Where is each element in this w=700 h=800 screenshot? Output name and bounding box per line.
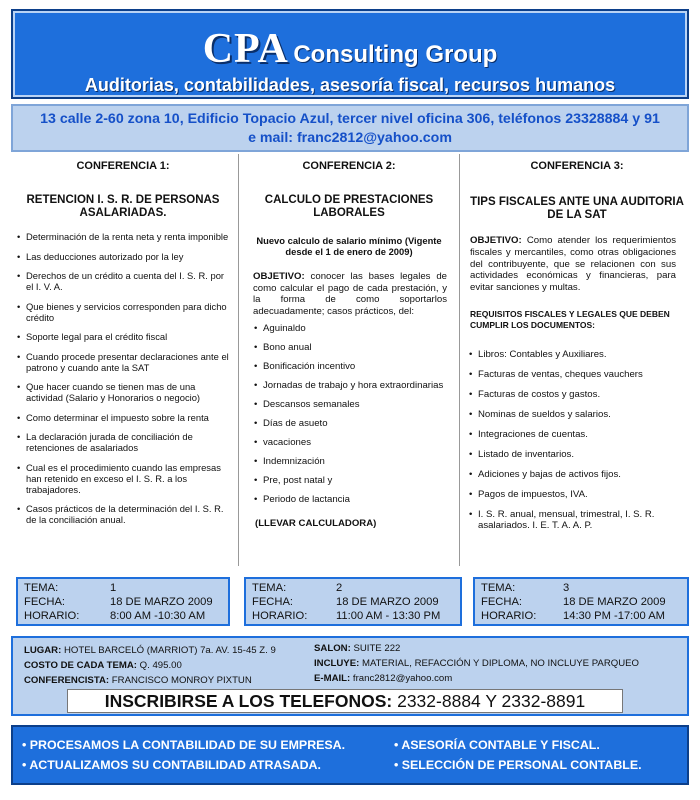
tema-label: TEMA:: [24, 582, 59, 594]
requirements-heading: REQUISITOS FISCALES Y LEGALES QUE DEBEN CUMPLIR LOS DOCUMENTOS:: [470, 308, 670, 330]
list-item: • Libros: Contables y Auxiliares.: [468, 349, 680, 360]
tema-label: TEMA:: [481, 582, 516, 594]
tema-value: 1: [110, 582, 117, 594]
footer-item: • PROCESAMOS LA CONTABILIDAD DE SU EMPRESA.: [22, 738, 346, 752]
horario-label: HORARIO:: [252, 610, 308, 622]
list-item: • Facturas de ventas, cheques vauchers: [468, 369, 680, 380]
conference-2: [238, 154, 460, 566]
list-item: • Descansos semanales: [253, 399, 459, 410]
conference-1: [16, 154, 230, 566]
tagline: Auditorias, contabilidades, asesoría fiscal, recursos humanos: [84, 75, 616, 95]
topic-list: [253, 323, 459, 505]
objective-label: OBJETIVO:: [470, 235, 522, 246]
list-item: • I. S. R. anual, mensual, trimestral, I. S. R. asalariados. I. E. T. A. A. P.: [468, 509, 680, 531]
objective-label: OBJETIVO:: [253, 271, 305, 282]
costo-label: COSTO DE CADA TEMA:: [24, 660, 137, 671]
salon-label: SALON:: [314, 643, 351, 654]
costo-value: Q. 495.00: [139, 660, 182, 671]
horario-label: HORARIO:: [481, 610, 537, 622]
list-item: • vacaciones: [253, 437, 459, 448]
topic-list: [16, 231, 230, 525]
fecha-label: FECHA:: [24, 596, 66, 608]
list-item: • Derechos de un crédito a cuenta del I. S. R. por el I. V. A.: [16, 270, 230, 292]
list-item: • Pre, post natal y: [253, 475, 459, 486]
conference-title: CONFERENCIA 1:: [76, 160, 170, 172]
salon-line: [314, 642, 400, 655]
list-item: • Que bienes y servicios corresponden para dicho crédito: [16, 301, 230, 323]
conferencista-value: FRANCISCO MONROY PIXTUN: [111, 675, 252, 686]
brand-main: CPA: [202, 26, 289, 72]
horario-value: 11:00 AM - 13:30 PM: [336, 610, 441, 622]
horario-value: 8:00 AM -10:30 AM: [110, 610, 206, 622]
list-item: • Pagos de impuestos, IVA.: [468, 489, 680, 500]
calculator-note: (LLEVAR CALCULADORA): [255, 518, 377, 529]
conference-subtitle: CALCULO DE PRESTACIONES LABORALES: [264, 194, 434, 219]
incluye-value: MATERIAL, REFACCIÓN Y DIPLOMA, NO INCLUYE PARQUEO: [361, 658, 640, 669]
objective-body: Como atender los requerimientos fiscales y mercantiles, como otras obligaciones del contribuyente, que se relacionen con sus actividades económicas y financieras, para evitar sanciones y multas.: [470, 235, 676, 294]
fecha-value: 18 DE MARZO 2009: [110, 596, 213, 608]
list-item: • Determinación de la renta neta y renta imponible: [16, 231, 230, 242]
conference-subtitle: TIPS FISCALES ANTE UNA AUDITORIA DE LA SAT: [470, 196, 684, 221]
email-value: franc2812@yahoo.com: [352, 673, 453, 684]
list-item: • Las deducciones autorizado por la ley: [16, 251, 230, 262]
incluye-label: INCLUYE:: [314, 658, 360, 669]
list-item: • Integraciones de cuentas.: [468, 429, 680, 440]
objective-body: conocer las bases legales de como calcular el pago de cada prestación, y la forma de como soportarlos adecuadamente; casos prácticos, del:: [253, 271, 447, 317]
schedule-box-1: [16, 577, 230, 626]
horario-value: 14:30 PM -17:00 AM: [563, 610, 665, 622]
conferencista-line: [24, 674, 252, 687]
list-item: • Cuando procede presentar declaraciones ante el patrono y cuando ante la SAT: [16, 351, 230, 373]
conference-subtitle: RETENCION I. S. R. DE PERSONAS ASALARIADAS.: [26, 194, 220, 219]
schedule-box-3: [473, 577, 689, 626]
list-item: • Jornadas de trabajo y hora extraordinarias: [253, 380, 459, 391]
salon-value: SUITE 222: [353, 643, 401, 654]
list-item: • Soporte legal para el crédito fiscal: [16, 331, 230, 342]
list-item: • La declaración jurada de conciliación de retenciones de asalariados: [16, 431, 230, 453]
fecha-value: 18 DE MARZO 2009: [336, 596, 439, 608]
lugar-value: HOTEL BARCELÓ (MARRIOT) 7a. AV. 15-45 Z. 9: [63, 645, 276, 656]
objective-text: [470, 235, 676, 294]
list-item: • Días de asueto: [253, 418, 459, 429]
footer-item: • SELECCIÓN DE PERSONAL CONTABLE.: [394, 758, 642, 772]
address-band: [11, 104, 689, 152]
conference-note: Nuevo calculo de salario mínimo (Vigente desde el 1 de enero de 2009): [256, 235, 442, 257]
registration-phones: [67, 689, 623, 713]
header-banner: [11, 9, 689, 99]
list-item: • Bonificación incentivo: [253, 361, 459, 372]
list-item: • Casos prácticos de la determinación del I. S. R. de la conciliación anual.: [16, 503, 230, 525]
address-line: 13 calle 2-60 zona 10, Edificio Topacio Azul, tercer nivel oficina 306, teléfonos 23328884 y 91: [40, 111, 660, 127]
list-item: • Como determinar el impuesto sobre la renta: [16, 412, 230, 423]
footer-item: • ACTUALIZAMOS SU CONTABILIDAD ATRASADA.: [22, 758, 321, 772]
brand-rest: Consulting Group: [293, 41, 498, 68]
list-item: • Cual es el procedimiento cuando las empresas han retenido en exceso el I. S. R. a los trabajadores.: [16, 462, 230, 495]
email-line: e mail: franc2812@yahoo.com: [248, 130, 452, 146]
list-item: • Adiciones y bajas de activos fijos.: [468, 469, 680, 480]
email-label: E-MAIL:: [314, 673, 351, 684]
conferencista-label: CONFERENCISTA:: [24, 675, 110, 686]
tema-value: 3: [563, 582, 570, 594]
lugar-label: LUGAR:: [24, 645, 62, 656]
topic-list: [468, 349, 680, 531]
horario-label: HORARIO:: [24, 610, 80, 622]
email-info-line: [314, 672, 452, 685]
tema-value: 2: [336, 582, 343, 594]
list-item: • Que hacer cuando se tienen mas de una actividad (Salario y Honorarios o negocio): [16, 381, 230, 403]
brand-logo: [13, 25, 687, 73]
list-item: • Periodo de lactancia: [253, 494, 459, 505]
list-item: • Listado de inventarios.: [468, 449, 680, 460]
schedule-box-2: [244, 577, 462, 626]
fecha-value: 18 DE MARZO 2009: [563, 596, 666, 608]
list-item: • Bono anual: [253, 342, 459, 353]
lugar-line: [24, 644, 276, 657]
conference-title: CONFERENCIA 3:: [530, 160, 624, 172]
tema-label: TEMA:: [252, 582, 287, 594]
incluye-line: [314, 657, 639, 670]
list-item: • Nominas de sueldos y salarios.: [468, 409, 680, 420]
costo-line: [24, 659, 182, 672]
inscribirse-value: 2332-8884 Y 2332-8891: [397, 691, 586, 711]
fecha-label: FECHA:: [481, 596, 523, 608]
list-item: • Facturas de costos y gastos.: [468, 389, 680, 400]
conference-title: CONFERENCIA 2:: [302, 160, 396, 172]
fecha-label: FECHA:: [252, 596, 294, 608]
inscribirse-label: INSCRIBIRSE A LOS TELEFONOS:: [104, 691, 393, 711]
objective-text: [253, 271, 447, 317]
footer-item: • ASESORÍA CONTABLE Y FISCAL.: [394, 738, 600, 752]
conference-3: [466, 154, 688, 566]
list-item: • Aguinaldo: [253, 323, 459, 334]
list-item: • Indemnización: [253, 456, 459, 467]
